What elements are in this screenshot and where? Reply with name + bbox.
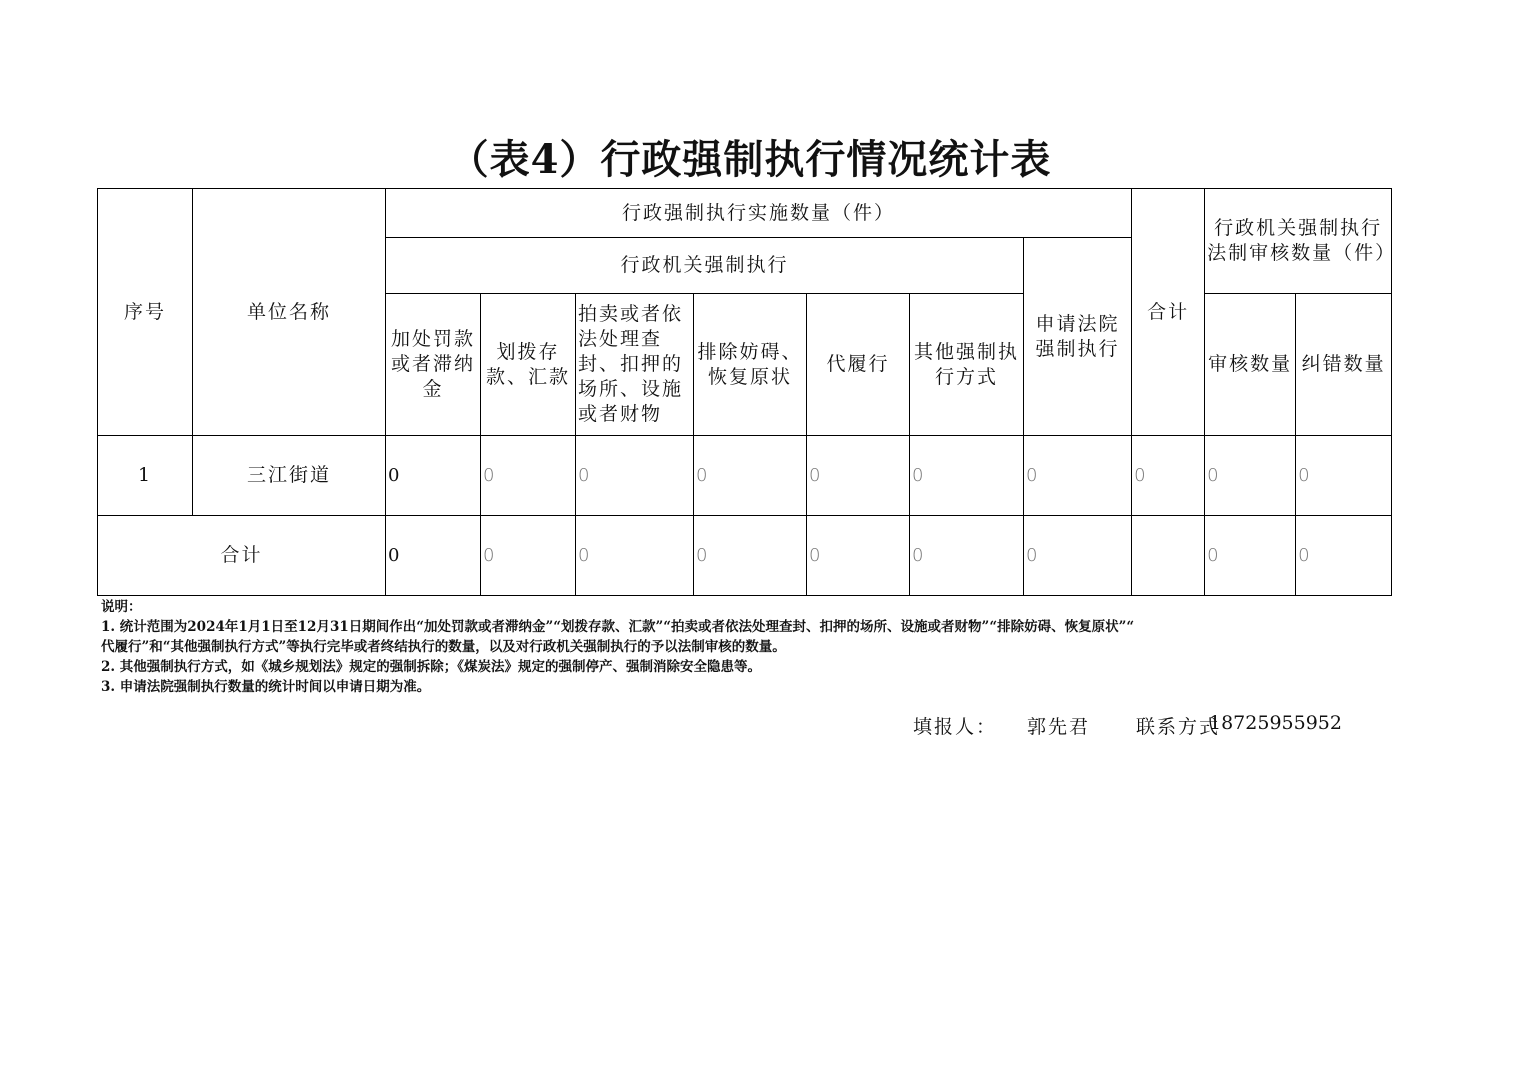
- total-other: 0: [910, 516, 1024, 596]
- header-total: 合计: [1132, 189, 1205, 436]
- row-court: 0: [1024, 436, 1132, 516]
- row-total: 0: [1132, 436, 1205, 516]
- total-review-count: 0: [1205, 516, 1296, 596]
- header-fine: 加处罚款或者滞纳金: [386, 294, 481, 436]
- total-label: 合计: [98, 516, 386, 596]
- header-unit-name: 单位名称: [193, 189, 386, 436]
- row-auction: 0: [576, 436, 694, 516]
- total-auction: 0: [576, 516, 694, 596]
- contact-value: 18725955952: [1209, 712, 1342, 734]
- header-auction: 拍卖或者依法处理查封、扣押的场所、设施或者财物: [576, 294, 694, 436]
- total-remove: 0: [694, 516, 807, 596]
- header-review-group: 行政机关强制执行法制审核数量（件）: [1205, 189, 1392, 294]
- statistics-table: [97, 188, 1397, 596]
- row-fine: 0: [386, 436, 481, 516]
- table-row: [98, 436, 1392, 516]
- total-transfer: 0: [481, 516, 576, 596]
- header-seq: 序号: [98, 189, 193, 436]
- total-correction-count: 0: [1296, 516, 1392, 596]
- notes-section: [101, 597, 1391, 697]
- note-line-1-cont: 代履行”和“其他强制执行方式”等执行完毕或者终结执行的数量，以及对行政机关强制执行的予以法制审核的数量。: [101, 639, 786, 655]
- note-line-1: 1. 统计范围为2024年1月1日至12月31日期间作出“加处罚款或者滞纳金”“划拨存款、汇款”“拍卖或者依法处理查封、扣押的场所、设施或者财物”“排除妨碍、恢复原状”“: [101, 619, 1135, 635]
- filler-label: 填报人：: [913, 716, 998, 738]
- total-substitute: 0: [807, 516, 910, 596]
- total-row: [98, 516, 1392, 596]
- row-correction-count: 0: [1296, 436, 1392, 516]
- header-court: 申请法院强制执行: [1024, 238, 1132, 436]
- header-review-count: 审核数量: [1205, 294, 1296, 436]
- header-agency-group: 行政机关强制执行: [386, 238, 1024, 294]
- row-other: 0: [910, 436, 1024, 516]
- notes-heading: 说明：: [101, 599, 142, 615]
- filler-name: 郭先君: [1027, 716, 1091, 738]
- header-remove: 排除妨碍、恢复原状: [694, 294, 807, 436]
- header-transfer: 划拨存款、汇款: [481, 294, 576, 436]
- row-transfer: 0: [481, 436, 576, 516]
- total-total: [1132, 516, 1205, 596]
- note-line-2: 2. 其他强制执行方式，如《城乡规划法》规定的强制拆除；《煤炭法》规定的强制停产、强制消除安全隐患等。: [101, 659, 762, 675]
- contact-label: 联系方式: [1136, 716, 1221, 738]
- page-title: （表4）行政强制执行情况统计表: [448, 136, 1052, 183]
- row-seq: 1: [98, 436, 193, 516]
- total-fine: 0: [386, 516, 481, 596]
- header-other: 其他强制执行方式: [910, 294, 1024, 436]
- row-unit-name: 三江街道: [193, 436, 386, 516]
- header-implementation-group: 行政强制执行实施数量（件）: [386, 189, 1132, 238]
- note-line-3: 3. 申请法院强制执行数量的统计时间以申请日期为准。: [101, 679, 431, 695]
- header-correction-count: 纠错数量: [1296, 294, 1392, 436]
- header-substitute: 代履行: [807, 294, 910, 436]
- row-review-count: 0: [1205, 436, 1296, 516]
- row-remove: 0: [694, 436, 807, 516]
- row-substitute: 0: [807, 436, 910, 516]
- total-court: 0: [1024, 516, 1132, 596]
